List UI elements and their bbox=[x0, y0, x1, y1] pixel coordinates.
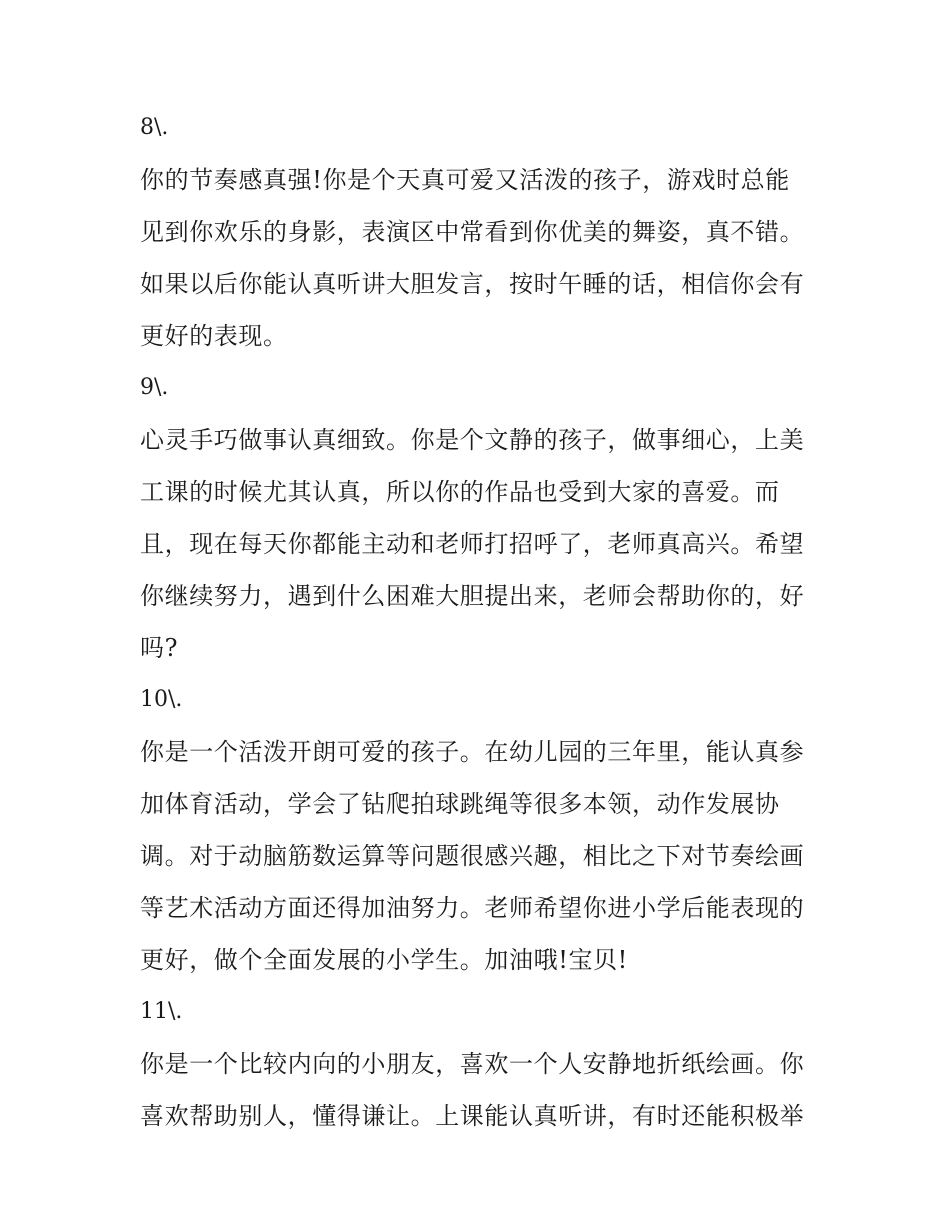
entry-8 bbox=[140, 102, 820, 362]
entry-text-line: 你继续努力，遇到什么困难大胆提出来，老师会帮助你的，好 bbox=[140, 582, 805, 610]
entry-text-line: 如果以后你能认真听讲大胆发言，按时午睡的话，相信你会有 bbox=[140, 270, 805, 298]
entry-text-line: 更好，做个全面发展的小学生。加油哦!宝贝! bbox=[140, 946, 628, 974]
document-body bbox=[140, 102, 820, 1142]
entry-text-line: 你是一个活泼开朗可爱的孩子。在幼儿园的三年里，能认真参 bbox=[140, 738, 805, 766]
entry-text-line: 且，现在每天你都能主动和老师打招呼了，老师真高兴。希望 bbox=[140, 530, 805, 558]
entry-text-line: 加体育活动，学会了钻爬拍球跳绳等很多本领，动作发展协 bbox=[140, 790, 780, 818]
entry-text-line: 你的节奏感真强!你是个天真可爱又活泼的孩子，游戏时总能 bbox=[140, 166, 790, 194]
entry-number: 8\. bbox=[140, 115, 169, 140]
entry-text-line: 你是一个比较内向的小朋友，喜欢一个人安静地折纸绘画。你 bbox=[140, 1050, 805, 1078]
entry-text-line: 心灵手巧做事认真细致。你是个文静的孩子，做事细心，上美 bbox=[140, 426, 805, 454]
entry-text-line: 喜欢帮助别人，懂得谦让。上课能认真听讲，有时还能积极举 bbox=[140, 1102, 805, 1130]
entry-text-line: 等艺术活动方面还得加油努力。老师希望你进小学后能表现的 bbox=[140, 894, 805, 922]
entry-number: 11\. bbox=[140, 999, 183, 1024]
entry-10 bbox=[140, 674, 820, 986]
entry-9 bbox=[140, 362, 820, 674]
entry-number: 10\. bbox=[140, 687, 183, 712]
entry-text-line: 工课的时候尤其认真，所以你的作品也受到大家的喜爱。而 bbox=[140, 478, 780, 506]
entry-text-line: 吗? bbox=[140, 634, 179, 662]
entry-number: 9\. bbox=[140, 375, 169, 400]
entry-text-line: 更好的表现。 bbox=[140, 322, 288, 350]
entry-11 bbox=[140, 986, 820, 1142]
entry-text-line: 见到你欢乐的身影，表演区中常看到你优美的舞姿，真不错。 bbox=[140, 218, 805, 246]
entry-text-line: 调。对于动脑筋数运算等问题很感兴趣，相比之下对节奏绘画 bbox=[140, 842, 805, 870]
